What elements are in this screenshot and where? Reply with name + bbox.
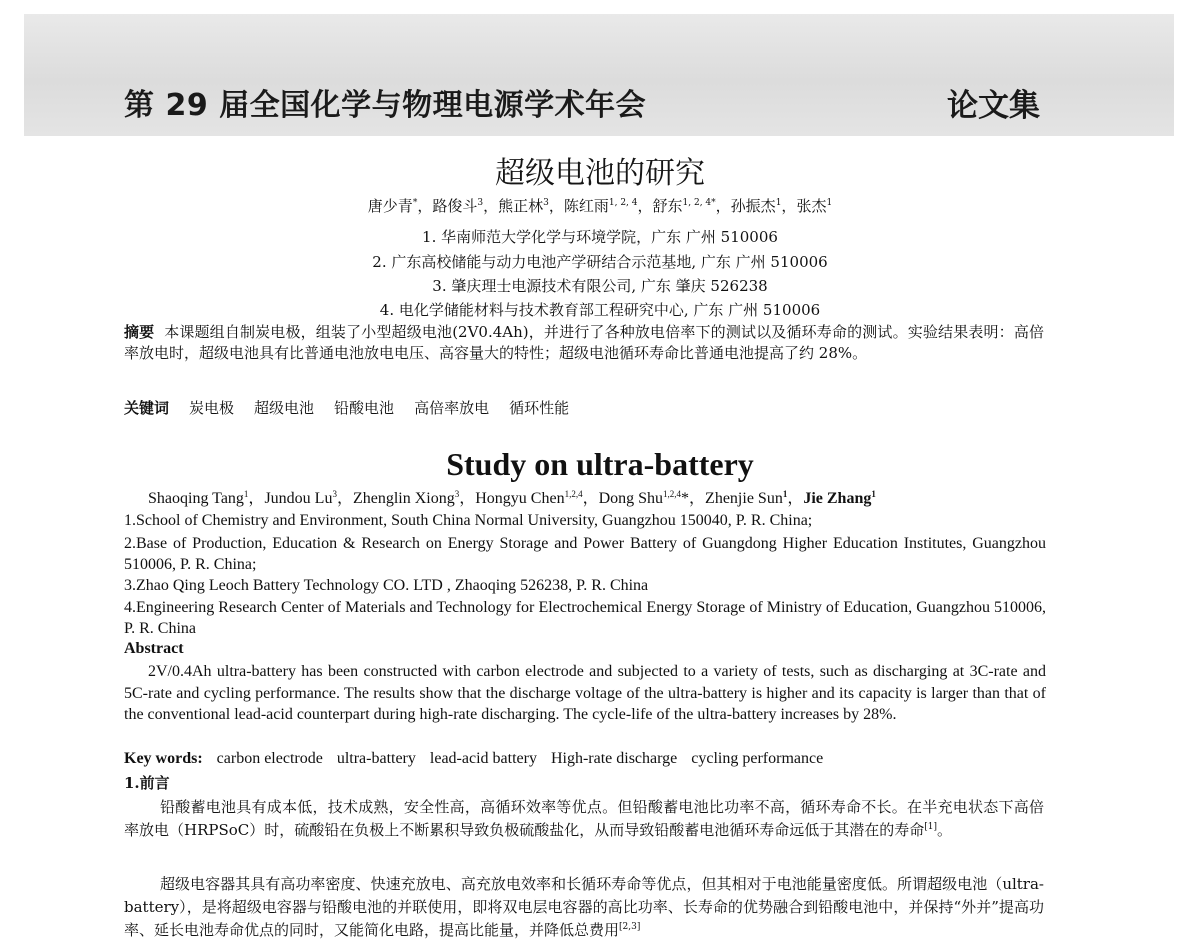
author-superscript: * [412,198,418,208]
author-superscript: 1, 2, 4 [608,198,638,208]
keyword: 铅酸电池 [334,399,395,417]
keyword: 超级电池 [254,399,315,417]
chinese-abstract-text: 本课题组自制炭电极，组装了小型超级电池(2V0.4Ah)，并进行了各种放电倍率下的测试以及循环寿命的测试。实验结果表明：高倍率放电时，超级电池具有比普通电池放电电压、高容量大的特性；超级电池循环寿命比普通电池提高了约 28%。 [124,323,1044,362]
english-abstract-text: 2V/0.4Ah ultra-battery has been constructed with carbon electrode and subjected to a variety of tests, such as discharging at 3C-rate and 5C-rate and cycling performance. The results show that the discharge voltage of the ultra-battery is higher and its capacity is larger than that of the conventional lead-acid counterpart during high-rate discharging. The cycle-life of the ultra-battery increases by 28%. [124,663,1046,723]
keyword: carbon electrode [216,750,323,767]
chinese-affiliation-2: 2. 广东高校储能与动力电池产学研结合示范基地, 广东 广州 510006 [372,253,828,271]
proceedings-label: 论文集 [947,88,1040,124]
chinese-keywords [124,398,1044,419]
keyword: 炭电极 [189,399,235,417]
author-separator: ， [582,490,599,507]
author-superscript: 3 [332,489,337,499]
author-name: Zhenglin Xiong [352,490,455,507]
english-authors [148,485,1048,508]
author-separator: ， [417,197,433,215]
author-name: 张杰 [796,197,827,215]
author-superscript: 1 [871,489,876,499]
author-superscript: 1 [775,198,782,208]
author-separator: ， [715,197,731,215]
chinese-affiliation-3: 3. 肇庆理士电源技术有限公司, 广东 肇庆 526238 [432,277,768,295]
author-superscript: 1 [243,489,249,499]
english-keywords-label: Key words: [124,750,203,767]
english-abstract-heading: Abstract [124,640,184,657]
chinese-title: 超级电池的研究 [495,156,705,191]
author-superscript: 1,2,4 [663,489,682,499]
author-separator: ， [336,490,353,507]
author-separator: ， [787,490,804,507]
citation-ref: [1] [924,822,938,832]
author-separator: ， [248,490,265,507]
author-name: 孙振杰 [730,197,776,215]
english-affiliation-1: 1.School of Chemistry and Environment, South China Normal University, Guangzhou 150040, P. R. China; [124,512,813,529]
english-title: Study on ultra-battery [446,446,754,482]
chinese-abstract [124,322,1044,364]
author-separator: ， [483,197,499,215]
section-heading: 1.前言 [124,774,170,792]
intro-paragraph-2 [124,873,1044,942]
english-keywords [124,750,1046,768]
author-separator: ， [637,197,653,215]
chinese-keywords-label: 关键词 [124,399,170,417]
chinese-abstract-label: 摘要 [124,323,155,341]
author-name: 陈红雨 [563,197,609,215]
author-name: Shaoqing Tang [148,490,244,507]
author-separator: ， [548,197,564,215]
author-name: Jundou Lu [264,490,333,507]
paragraph-text: 铅酸蓄电池具有成本低，技术成熟，安全性高，高循环效率等优点。但铅酸蓄电池比功率不高，循环寿命不长。在半充电状态下高倍率放电（HRPSoC）时，硫酸铅在负极上不断累积导致负极硫酸盐化，从而导致铅酸蓄电池循环寿命远低于其潜在的寿命 [124,798,1044,839]
author-name: Hongyu Chen [475,490,565,507]
citation-ref: [2,3] [619,922,641,932]
keyword: 高倍率放电 [414,399,490,417]
author-name: Zhenjie Sun [705,490,783,507]
author-separator: *， [681,490,706,507]
author-name: Jie Zhang [803,490,872,507]
author-superscript: 3 [454,489,460,499]
keyword: ultra-battery [336,750,416,767]
author-superscript: 1 [826,198,833,208]
intro-paragraph-1 [124,796,1044,842]
keyword: High-rate discharge [550,750,678,767]
author-superscript: 1, 2, 4* [682,198,716,208]
author-superscript: 3 [543,198,549,208]
author-name: 熊正林 [498,197,544,215]
keyword: 循环性能 [509,399,570,417]
chinese-affiliation-4: 4. 电化学储能材料与技术教育部工程研究中心, 广东 广州 510006 [379,301,821,319]
author-superscript: 1,2,4 [564,489,583,499]
author-superscript: 1 [782,489,788,499]
author-separator: ， [459,490,476,507]
author-name: Dong Shu [598,490,664,507]
author-name: 路俊斗 [432,197,478,215]
keyword: lead-acid battery [429,750,537,767]
english-affiliation-2: 2.Base of Production, Education & Research on Energy Storage and Power Battery of Guangdong Higher Education Institutes, Guangzhou 510006, P. R. China; [124,535,1046,573]
paragraph-text: 超级电容器其具有高功率密度、快速充放电、高充放电效率和长循环寿命等优点，但其相对于电池能量密度低。所谓超级电池（ultra-battery），是将超级电容器与铅酸电池的并联使用，即将双电层电容器的高比功率、长寿命的优势融合到铅酸电池中，并保持“外并”提高功率、延长电池寿命优点的同时，又能简化电路，提高比能量，并降低总费用 [124,875,1044,939]
paragraph-text-end: 。 [937,821,953,839]
author-separator: ， [781,197,797,215]
conference-title: 第 29 届全国化学与物理电源学术年会 [124,88,647,123]
english-affiliation-4: 4.Engineering Research Center of Materials and Technology for Electrochemical Energy Storage of Ministry of Education, Guangzhou 510006, P. R. China [124,599,1046,637]
author-name: 唐少青 [367,197,413,215]
chinese-authors [0,196,1200,216]
chinese-affiliation-1: 1. 华南师范大学化学与环境学院，广东 广州 510006 [422,228,778,246]
author-name: 舒东 [652,197,683,215]
author-superscript: 3 [477,198,484,208]
keyword: cycling performance [691,750,824,767]
english-affiliation-3: 3.Zhao Qing Leoch Battery Technology CO. LTD , Zhaoqing 526238, P. R. China [124,577,649,594]
